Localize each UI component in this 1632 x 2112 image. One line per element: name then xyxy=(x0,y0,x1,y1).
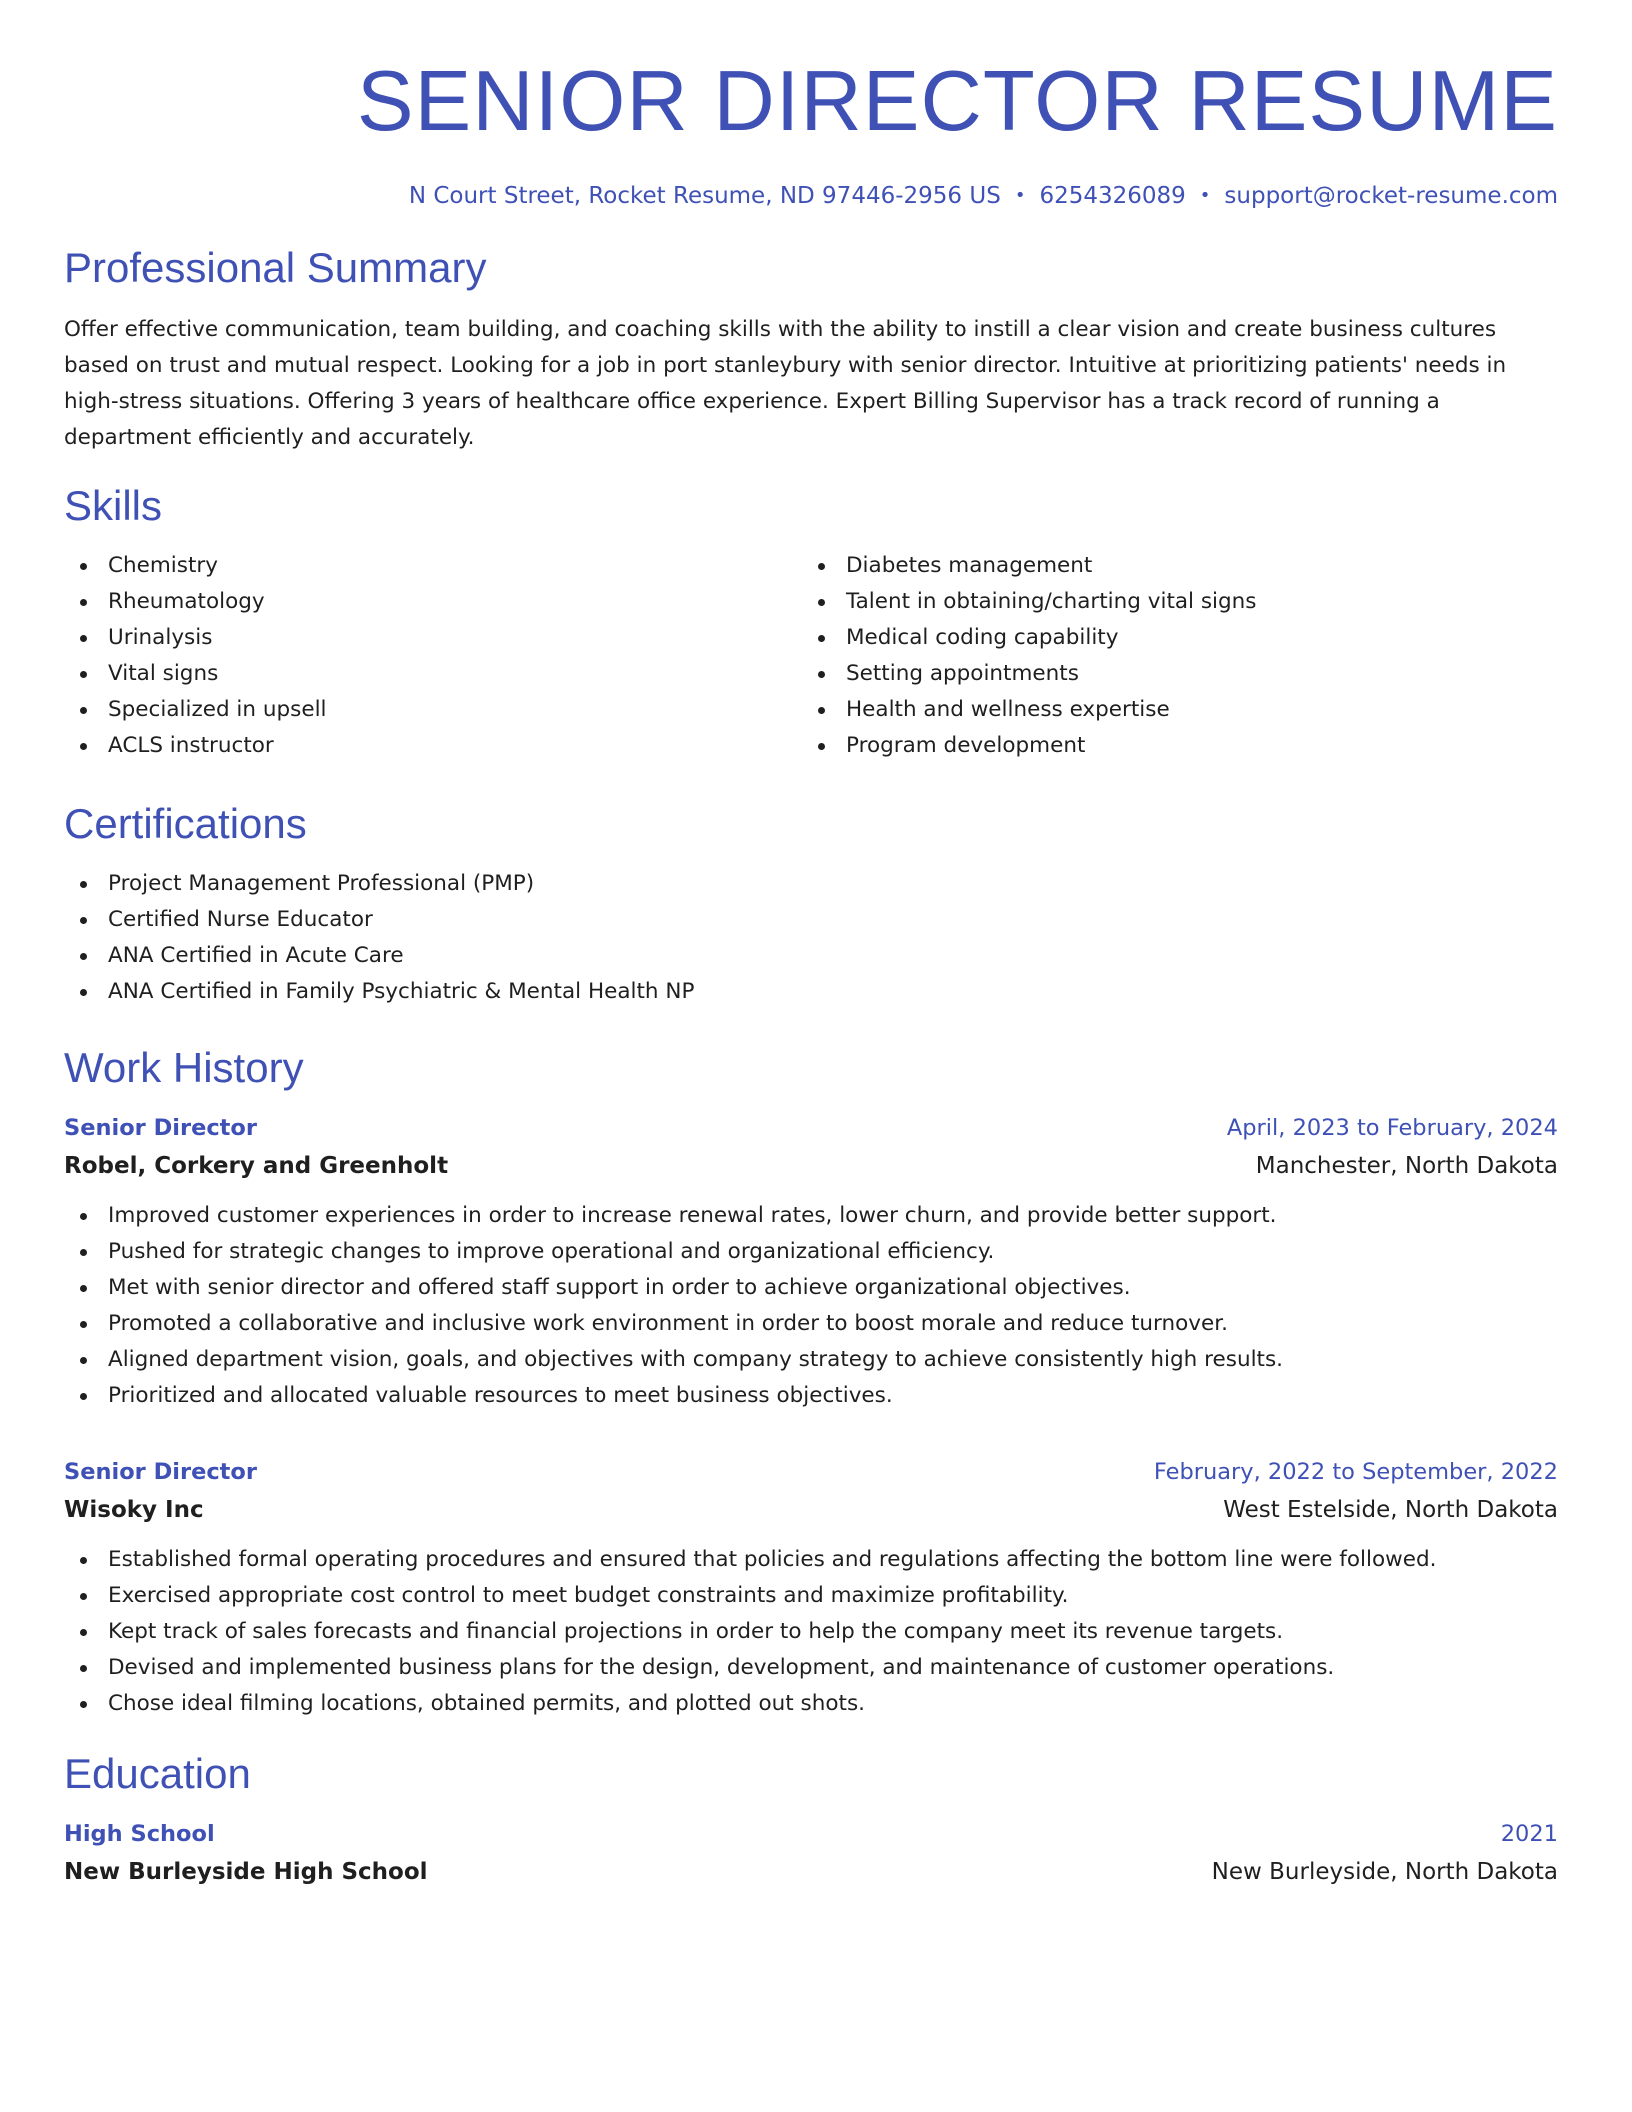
certification-item: ANA Certified in Acute Care xyxy=(64,938,1558,974)
education-location: New Burleyside, North Dakota xyxy=(1211,1859,1558,1885)
education-school: New Burleyside High School xyxy=(64,1859,428,1885)
skills-section xyxy=(64,480,1558,764)
skill-item: Medical coding capability xyxy=(802,620,1540,656)
job-bullet: Kept track of sales forecasts and financial projections in order to help the company meet its revenue targets. xyxy=(64,1614,1558,1650)
job-entry xyxy=(64,1454,1558,1722)
skills-list-right xyxy=(802,548,1540,764)
certifications-list xyxy=(64,866,1558,1010)
education-entry xyxy=(64,1816,1558,1892)
job-title: Senior Director xyxy=(64,1115,257,1141)
job-company-row xyxy=(64,1490,1558,1530)
skills-list-left xyxy=(64,548,802,764)
skill-item: Diabetes management xyxy=(802,548,1540,584)
certifications-heading: Certifications xyxy=(64,800,307,847)
job-dates: April, 2023 to February, 2024 xyxy=(1226,1115,1558,1141)
education-year: 2021 xyxy=(1500,1821,1558,1847)
skill-item: Specialized in upsell xyxy=(64,692,802,728)
job-bullet: Met with senior director and offered staff support in order to achieve organizational objectives. xyxy=(64,1270,1558,1306)
job-header-row xyxy=(64,1454,1558,1490)
skill-item: Vital signs xyxy=(64,656,802,692)
resume-header xyxy=(64,0,1558,212)
skill-item: Chemistry xyxy=(64,548,802,584)
job-bullets xyxy=(64,1542,1558,1722)
education-school-row xyxy=(64,1852,1558,1892)
job-bullet: Devised and implemented business plans for the design, development, and maintenance of customer operations. xyxy=(64,1650,1558,1686)
job-bullets xyxy=(64,1198,1558,1414)
contact-email[interactable]: support@rocket-resume.com xyxy=(1224,183,1558,209)
job-bullet: Prioritized and allocated valuable resources to meet business objectives. xyxy=(64,1378,1558,1414)
contact-address: N Court Street, Rocket Resume, ND 97446-2956 US xyxy=(408,183,1001,209)
job-company: Robel, Corkery and Greenholt xyxy=(64,1153,449,1179)
contact-separator: • xyxy=(1199,185,1211,206)
skills-heading: Skills xyxy=(64,482,163,529)
job-location: West Estelside, North Dakota xyxy=(1223,1497,1558,1523)
work-history-heading: Work History xyxy=(64,1044,304,1091)
summary-text: Offer effective communication, team building, and coaching skills with the ability to instill a clear vision and create business cultures based on trust and mutual respect. Looking for a job in port stanleybury with senior director. Intuitive at prioritizing patients' needs in high-stress situations. Offering 3 years of healthcare office experience. Expert Billing Supervisor has a track record of running a department efficiently and accurately. xyxy=(64,317,1507,450)
certification-item: Certified Nurse Educator xyxy=(64,902,1558,938)
certifications-section xyxy=(64,798,1558,1010)
skill-item: Talent in obtaining/charting vital signs xyxy=(802,584,1540,620)
certification-item: ANA Certified in Family Psychiatric & Mental Health NP xyxy=(64,974,1558,1010)
skill-item: Health and wellness expertise xyxy=(802,692,1540,728)
skill-item: Rheumatology xyxy=(64,584,802,620)
contact-line xyxy=(64,180,1558,212)
job-dates: February, 2022 to September, 2022 xyxy=(1153,1459,1558,1485)
page-title: SENIOR DIRECTOR RESUME xyxy=(356,54,1558,149)
skill-item: ACLS instructor xyxy=(64,728,802,764)
job-bullet: Improved customer experiences in order to increase renewal rates, lower churn, and provide better support. xyxy=(64,1198,1558,1234)
job-company: Wisoky Inc xyxy=(64,1497,204,1523)
job-bullet: Established formal operating procedures and ensured that policies and regulations affecting the bottom line were followed. xyxy=(64,1542,1558,1578)
skill-item: Urinalysis xyxy=(64,620,802,656)
education-heading: Education xyxy=(64,1750,251,1797)
contact-separator: • xyxy=(1014,185,1026,206)
job-company-row xyxy=(64,1146,1558,1186)
summary-heading: Professional Summary xyxy=(64,244,487,291)
job-bullet: Chose ideal filming locations, obtained permits, and plotted out shots. xyxy=(64,1686,1558,1722)
resume-page xyxy=(64,0,1558,1892)
job-header-row xyxy=(64,1110,1558,1146)
job-entry xyxy=(64,1110,1558,1414)
job-location: Manchester, North Dakota xyxy=(1255,1153,1558,1179)
education-degree: High School xyxy=(64,1821,215,1847)
job-title: Senior Director xyxy=(64,1459,257,1485)
skills-grid xyxy=(64,548,1558,764)
education-header-row xyxy=(64,1816,1558,1852)
contact-phone[interactable]: 6254326089 xyxy=(1039,183,1186,209)
job-bullet: Promoted a collaborative and inclusive work environment in order to boost morale and reduce turnover. xyxy=(64,1306,1558,1342)
work-history-section xyxy=(64,1042,1558,1722)
skill-item: Program development xyxy=(802,728,1540,764)
skill-item: Setting appointments xyxy=(802,656,1540,692)
job-bullet: Exercised appropriate cost control to meet budget constraints and maximize profitability. xyxy=(64,1578,1558,1614)
certification-item: Project Management Professional (PMP) xyxy=(64,866,1558,902)
job-bullet: Pushed for strategic changes to improve operational and organizational efficiency. xyxy=(64,1234,1558,1270)
job-bullet: Aligned department vision, goals, and objectives with company strategy to achieve consistently high results. xyxy=(64,1342,1558,1378)
summary-section xyxy=(64,242,1558,456)
education-section xyxy=(64,1748,1558,1892)
